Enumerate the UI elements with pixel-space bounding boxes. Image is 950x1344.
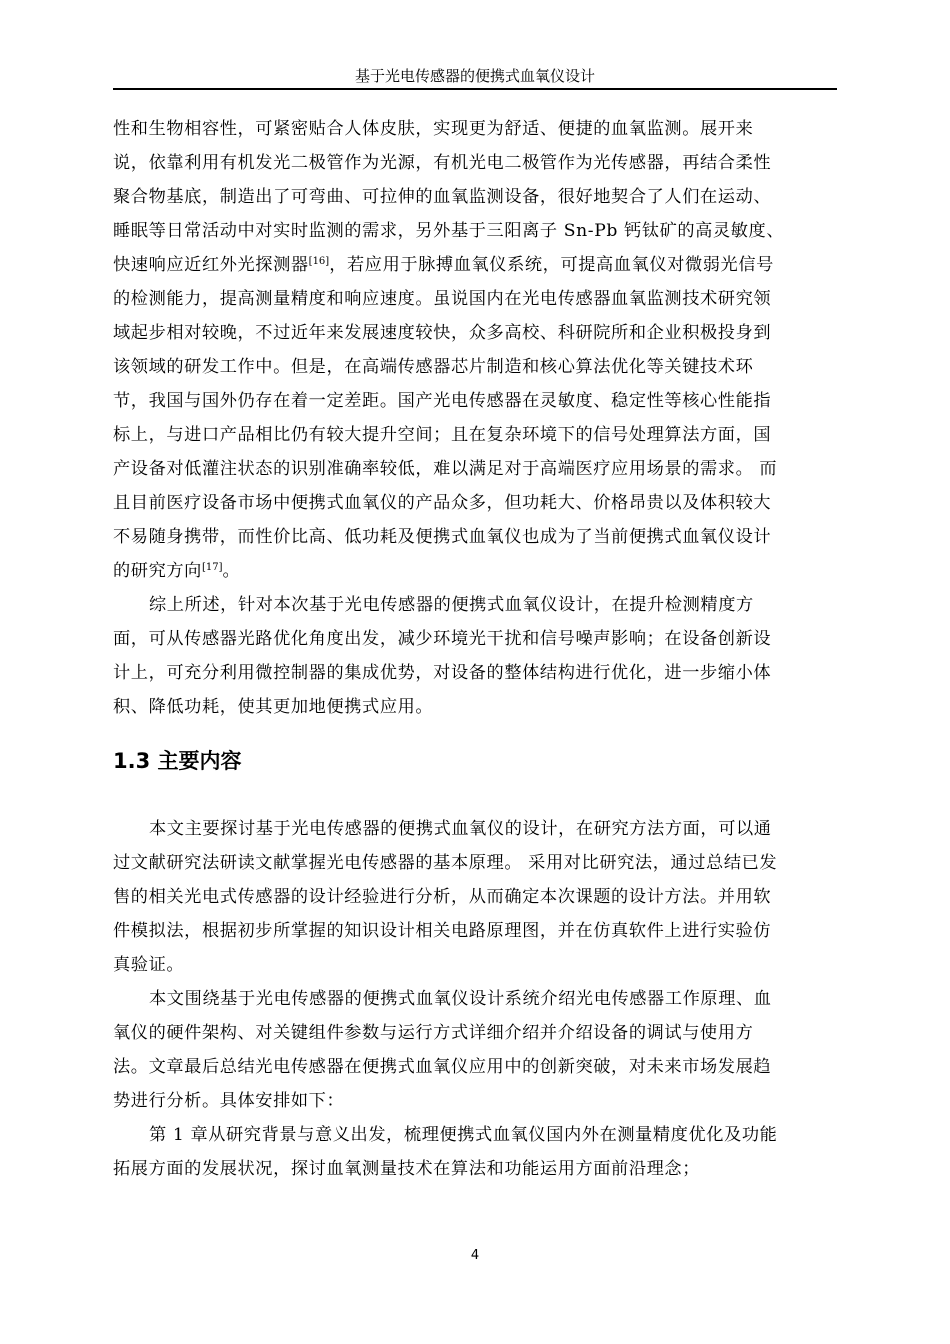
section-heading: 1.3 主要内容 (113, 749, 242, 773)
line-text: 的研究方向 (113, 561, 202, 581)
text-line (113, 1050, 825, 1084)
line-text: 产设备对低灌注状态的识别准确率较低，难以满足对于高端医疗应用场景的需求。 而 (113, 459, 778, 479)
line-text: 睡眠等日常活动中对实时监测的需求，另外基于三阳离子 Sn-Pb 钙钛矿的高灵敏度、 (113, 221, 785, 241)
line-text: 节，我国与国外仍存在着一定差距。国产光电传感器在灵敏度、稳定性等核心性能指 (113, 391, 772, 411)
text-line (113, 452, 825, 486)
line-text: 法。文章最后总结光电传感器在便携式血氧仪应用中的创新突破，对未来市场发展趋 (113, 1057, 772, 1077)
text-line (113, 248, 825, 282)
running-header: 基于光电传感器的便携式血氧仪设计 (354, 67, 595, 85)
line-text: 综上所述，针对本次基于光电传感器的便携式血氧仪设计，在提升检测精度方 (149, 595, 754, 615)
citation-reference[interactable]: [17] (201, 562, 223, 573)
line-text: 第 1 章从研究背景与意义出发，梳理便携式血氧仪国内外在测量精度优化及功能 (149, 1125, 778, 1145)
text-line (113, 350, 825, 384)
text-line (113, 486, 825, 520)
line-text: 域起步相对较晚，不过近年来发展速度较快，众多高校、科研院所和企业积极投身到 (113, 323, 772, 343)
text-line (113, 384, 825, 418)
body-paragraph (113, 112, 825, 588)
text-line (113, 1084, 825, 1118)
line-text: 拓展方面的发展状况，探讨血氧测量技术在算法和功能运用方面前沿理念； (113, 1159, 700, 1179)
text-line (113, 690, 825, 724)
text-line (113, 146, 825, 180)
line-text: 面，可从传感器光路优化角度出发，减少环境光干扰和信号噪声影响；在设备创新设 (113, 629, 772, 649)
text-line (113, 914, 825, 948)
text-line (113, 112, 825, 146)
citation-reference[interactable]: [16] (308, 256, 330, 267)
line-text: 售的相关光电式传感器的设计经验进行分析，从而确定本次课题的设计方法。并用软 (113, 887, 772, 907)
line-text: 本文围绕基于光电传感器的便携式血氧仪设计系统介绍光电传感器工作原理、血 (149, 989, 772, 1009)
line-text: 的检测能力，提高测量精度和响应速度。虽说国内在光电传感器血氧监测技术研究领 (113, 289, 772, 309)
text-line (113, 282, 825, 316)
text-line (113, 846, 825, 880)
line-text: 聚合物基底，制造出了可弯曲、可拉伸的血氧监测设备，很好地契合了人们在运动、 (113, 187, 772, 207)
line-text: 标上，与进口产品相比仍有较大提升空间；且在复杂环境下的信号处理算法方面，国 (113, 425, 772, 445)
text-line (113, 418, 825, 452)
text-line (113, 214, 825, 248)
body-paragraph (113, 982, 825, 1118)
text-line (113, 1118, 825, 1152)
line-text-continued: 。 (222, 561, 241, 581)
line-text: 说，依靠利用有机发光二极管作为光源，有机光电二极管作为光传感器，再结合柔性 (113, 153, 772, 173)
text-line (113, 316, 825, 350)
page-number: 4 (470, 1248, 480, 1263)
page-body (113, 112, 825, 1186)
line-text: 该领域的研发工作中。但是，在高端传感器芯片制造和核心算法优化等关键技术环 (113, 357, 754, 377)
section-heading-wrap (113, 724, 825, 804)
header-divider (113, 88, 837, 90)
text-line (113, 812, 825, 846)
text-line (113, 948, 825, 982)
line-text: 件模拟法，根据初步所掌握的知识设计相关电路原理图，并在仿真软件上进行实验仿 (113, 921, 772, 941)
text-line (113, 1016, 825, 1050)
text-line (113, 656, 825, 690)
text-line (113, 180, 825, 214)
line-text: 计上，可充分利用微控制器的集成优势，对设备的整体结构进行优化，进一步缩小体 (113, 663, 772, 683)
text-line (113, 520, 825, 554)
line-text: 势进行分析。具体安排如下： (113, 1091, 345, 1111)
line-text-continued: ，若应用于脉搏血氧仪系统，可提高血氧仪对微弱光信号 (329, 255, 774, 275)
text-line (113, 554, 825, 588)
line-text: 氧仪的硬件架构、对关键组件参数与运行方式详细介绍并介绍设备的调试与使用方 (113, 1023, 754, 1043)
text-line (113, 880, 825, 914)
text-line (113, 1152, 825, 1186)
body-paragraph (113, 588, 825, 724)
line-text: 且目前医疗设备市场中便携式血氧仪的产品众多，但功耗大、价格昂贵以及体积较大 (113, 493, 772, 513)
text-line (113, 982, 825, 1016)
text-line (113, 622, 825, 656)
text-line (113, 588, 825, 622)
line-text: 过文献研究法研读文献掌握光电传感器的基本原理。 采用对比研究法，通过总结已发 (113, 853, 778, 873)
body-paragraph (113, 1118, 825, 1186)
body-paragraph (113, 812, 825, 982)
line-text: 不易随身携带，而性价比高、低功耗及便携式血氧仪也成为了当前便携式血氧仪设计 (113, 527, 772, 547)
line-text: 快速响应近红外光探测器 (113, 255, 309, 275)
line-text: 真验证。 (113, 955, 185, 975)
line-text: 性和生物相容性，可紧密贴合人体皮肤，实现更为舒适、便捷的血氧监测。展开来 (113, 119, 754, 139)
paragraphs-after-heading (113, 812, 825, 1186)
line-text: 积、降低功耗，使其更加地便携式应用。 (113, 697, 434, 717)
line-text: 本文主要探讨基于光电传感器的便携式血氧仪的设计，在研究方法方面，可以通 (149, 819, 772, 839)
paragraphs-before-heading (113, 112, 825, 724)
